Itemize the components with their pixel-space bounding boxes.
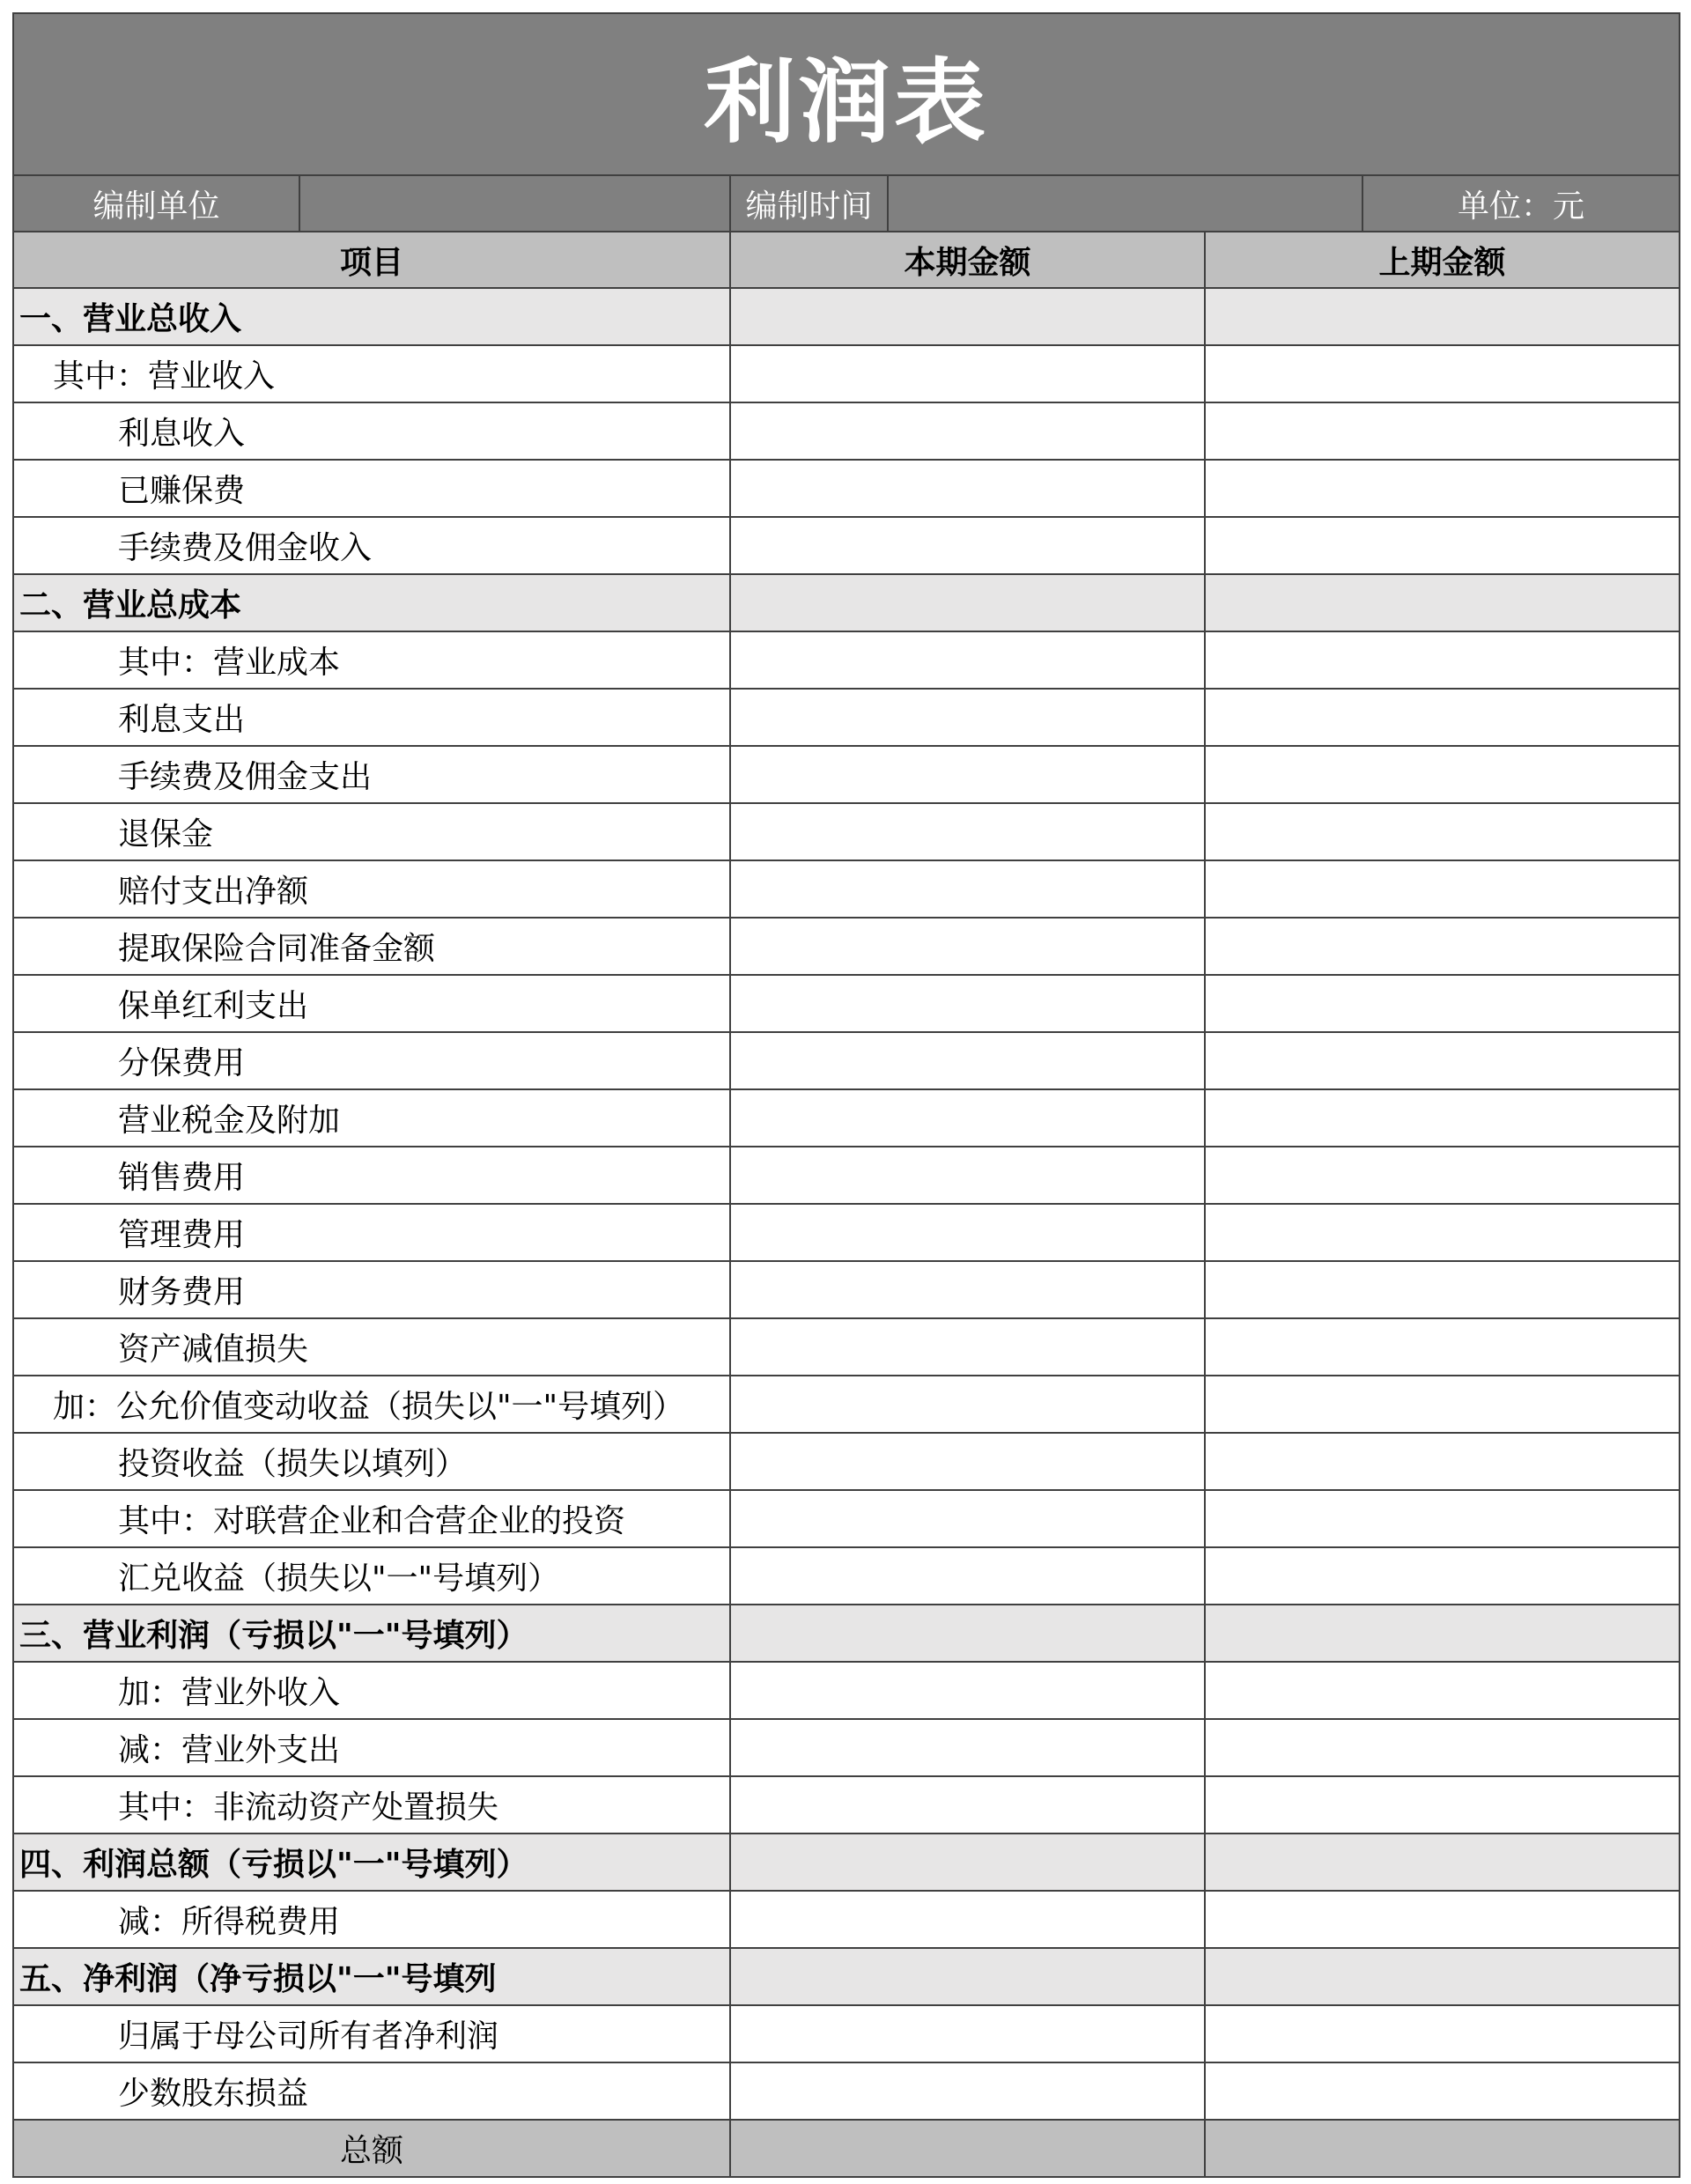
row-previous-amount-cell[interactable] — [1206, 1376, 1680, 1434]
row-item-label: 管理费用 — [14, 1205, 731, 1262]
table-row — [14, 1949, 1680, 2006]
row-current-amount-cell[interactable] — [731, 1777, 1206, 1834]
row-item-label: 营业税金及附加 — [14, 1090, 731, 1147]
row-item-label: 财务费用 — [14, 1262, 731, 1319]
table-row — [14, 1720, 1680, 1777]
table-row — [14, 1434, 1680, 1491]
table-row — [14, 289, 1680, 346]
row-current-amount-cell[interactable] — [731, 1376, 1206, 1434]
row-current-amount-cell[interactable] — [731, 1663, 1206, 1720]
row-current-amount-cell[interactable] — [731, 919, 1206, 976]
row-previous-amount-cell[interactable] — [1206, 1319, 1680, 1376]
compiler-unit-value-cell[interactable] — [300, 176, 731, 232]
row-previous-amount-cell[interactable] — [1206, 1262, 1680, 1319]
info-row — [14, 176, 1680, 232]
row-current-amount-cell[interactable] — [731, 2006, 1206, 2063]
row-current-amount-cell[interactable] — [731, 1147, 1206, 1205]
row-previous-amount-cell[interactable] — [1206, 632, 1680, 690]
table-row — [14, 2063, 1680, 2121]
row-item-label: 其中：营业成本 — [14, 632, 731, 690]
row-current-amount-cell[interactable] — [731, 518, 1206, 575]
row-current-amount-cell[interactable] — [731, 747, 1206, 804]
table-row — [14, 1892, 1680, 1949]
row-previous-amount-cell[interactable] — [1206, 346, 1680, 403]
row-current-amount-cell[interactable] — [731, 575, 1206, 632]
income-statement-sheet — [12, 12, 1680, 2178]
row-current-amount-cell[interactable] — [731, 1262, 1206, 1319]
table-row — [14, 1090, 1680, 1147]
row-item-label: 已赚保费 — [14, 461, 731, 518]
row-item-label: 一、营业总收入 — [14, 289, 731, 346]
row-item-label: 手续费及佣金支出 — [14, 747, 731, 804]
row-current-amount-cell[interactable] — [731, 1033, 1206, 1090]
row-previous-amount-cell[interactable] — [1206, 747, 1680, 804]
row-item-label: 资产减值损失 — [14, 1319, 731, 1376]
table-row — [14, 1319, 1680, 1376]
row-previous-amount-cell[interactable] — [1206, 1434, 1680, 1491]
row-previous-amount-cell[interactable] — [1206, 861, 1680, 919]
row-previous-amount-cell[interactable] — [1206, 1548, 1680, 1605]
row-item-label: 利息支出 — [14, 690, 731, 747]
row-previous-amount-cell[interactable] — [1206, 976, 1680, 1033]
row-previous-amount-cell[interactable] — [1206, 804, 1680, 861]
row-current-amount-cell[interactable] — [731, 1090, 1206, 1147]
row-current-amount-cell[interactable] — [731, 1491, 1206, 1548]
row-item-label: 加：营业外收入 — [14, 1663, 731, 1720]
row-item-label: 四、利润总额（亏损以"一"号填列） — [14, 1834, 731, 1892]
total-row — [14, 2121, 1680, 2178]
row-previous-amount-cell[interactable] — [1206, 461, 1680, 518]
row-item-label: 减：营业外支出 — [14, 1720, 731, 1777]
row-current-amount-cell[interactable] — [731, 1548, 1206, 1605]
row-current-amount-cell[interactable] — [731, 861, 1206, 919]
compile-time-label: 编制时间 — [731, 176, 889, 232]
row-previous-amount-cell[interactable] — [1206, 1720, 1680, 1777]
row-previous-amount-cell[interactable] — [1206, 1605, 1680, 1663]
row-current-amount-cell[interactable] — [731, 1720, 1206, 1777]
row-item-label: 其中：对联营企业和合营企业的投资 — [14, 1491, 731, 1548]
row-item-label: 汇兑收益（损失以"一"号填列） — [14, 1548, 731, 1605]
row-previous-amount-cell[interactable] — [1206, 1949, 1680, 2006]
table-row — [14, 632, 1680, 690]
row-current-amount-cell[interactable] — [731, 1205, 1206, 1262]
table-row — [14, 1491, 1680, 1548]
row-current-amount-cell[interactable] — [731, 1434, 1206, 1491]
total-current-cell[interactable] — [731, 2121, 1206, 2178]
table-row — [14, 1376, 1680, 1434]
row-item-label: 提取保险合同准备金额 — [14, 919, 731, 976]
total-label: 总额 — [14, 2121, 731, 2178]
row-item-label: 少数股东损益 — [14, 2063, 731, 2121]
row-previous-amount-cell[interactable] — [1206, 1777, 1680, 1834]
row-item-label: 加：公允价值变动收益（损失以"一"号填列） — [14, 1376, 731, 1434]
row-item-label: 赔付支出净额 — [14, 861, 731, 919]
row-item-label: 其中：营业收入 — [14, 346, 731, 403]
row-item-label: 二、营业总成本 — [14, 575, 731, 632]
table-row — [14, 1262, 1680, 1319]
row-item-label: 销售费用 — [14, 1147, 731, 1205]
row-previous-amount-cell[interactable] — [1206, 1663, 1680, 1720]
table-row — [14, 919, 1680, 976]
row-previous-amount-cell[interactable] — [1206, 1834, 1680, 1892]
header-item: 项目 — [14, 232, 731, 289]
row-previous-amount-cell[interactable] — [1206, 1205, 1680, 1262]
header-previous-amount: 上期金额 — [1206, 232, 1680, 289]
table-row — [14, 690, 1680, 747]
table-row — [14, 1834, 1680, 1892]
table-row — [14, 1205, 1680, 1262]
row-previous-amount-cell[interactable] — [1206, 518, 1680, 575]
row-previous-amount-cell[interactable] — [1206, 289, 1680, 346]
row-current-amount-cell[interactable] — [731, 346, 1206, 403]
compiler-unit-label: 编制单位 — [14, 176, 300, 232]
row-item-label: 退保金 — [14, 804, 731, 861]
table-row — [14, 804, 1680, 861]
row-item-label: 投资收益（损失以填列） — [14, 1434, 731, 1491]
table-row — [14, 747, 1680, 804]
row-item-label: 分保费用 — [14, 1033, 731, 1090]
row-item-label: 归属于母公司所有者净利润 — [14, 2006, 731, 2063]
row-current-amount-cell[interactable] — [731, 403, 1206, 461]
column-header-row — [14, 232, 1680, 289]
table-row — [14, 461, 1680, 518]
currency-unit-label: 单位：元 — [1363, 176, 1680, 232]
row-item-label: 手续费及佣金收入 — [14, 518, 731, 575]
table-row — [14, 518, 1680, 575]
row-current-amount-cell[interactable] — [731, 289, 1206, 346]
sheet-title: 利润表 — [14, 14, 1680, 176]
row-current-amount-cell[interactable] — [731, 1949, 1206, 2006]
row-current-amount-cell[interactable] — [731, 461, 1206, 518]
table-row — [14, 346, 1680, 403]
row-current-amount-cell[interactable] — [731, 1892, 1206, 1949]
row-current-amount-cell[interactable] — [731, 632, 1206, 690]
row-previous-amount-cell[interactable] — [1206, 1892, 1680, 1949]
row-current-amount-cell[interactable] — [731, 1319, 1206, 1376]
compile-time-value-cell[interactable] — [889, 176, 1363, 232]
table-row — [14, 2006, 1680, 2063]
row-item-label: 三、营业利润（亏损以"一"号填列） — [14, 1605, 731, 1663]
row-previous-amount-cell[interactable] — [1206, 690, 1680, 747]
table-row — [14, 575, 1680, 632]
row-current-amount-cell[interactable] — [731, 976, 1206, 1033]
row-previous-amount-cell[interactable] — [1206, 2006, 1680, 2063]
row-previous-amount-cell[interactable] — [1206, 403, 1680, 461]
row-item-label: 减：所得税费用 — [14, 1892, 731, 1949]
row-current-amount-cell[interactable] — [731, 690, 1206, 747]
row-item-label: 保单红利支出 — [14, 976, 731, 1033]
table-row — [14, 861, 1680, 919]
total-previous-cell[interactable] — [1206, 2121, 1680, 2178]
row-previous-amount-cell[interactable] — [1206, 1491, 1680, 1548]
row-previous-amount-cell[interactable] — [1206, 1033, 1680, 1090]
table-row — [14, 1663, 1680, 1720]
row-item-label: 利息收入 — [14, 403, 731, 461]
table-body — [14, 289, 1680, 2121]
row-current-amount-cell[interactable] — [731, 1605, 1206, 1663]
header-current-amount: 本期金额 — [731, 232, 1206, 289]
row-previous-amount-cell[interactable] — [1206, 575, 1680, 632]
table-row — [14, 1033, 1680, 1090]
table-row — [14, 1147, 1680, 1205]
table-row — [14, 403, 1680, 461]
row-previous-amount-cell[interactable] — [1206, 1147, 1680, 1205]
row-current-amount-cell[interactable] — [731, 804, 1206, 861]
table-row — [14, 1777, 1680, 1834]
row-previous-amount-cell[interactable] — [1206, 919, 1680, 976]
title-row — [14, 14, 1680, 176]
table-row — [14, 1605, 1680, 1663]
row-current-amount-cell[interactable] — [731, 2063, 1206, 2121]
row-previous-amount-cell[interactable] — [1206, 1090, 1680, 1147]
row-previous-amount-cell[interactable] — [1206, 2063, 1680, 2121]
row-current-amount-cell[interactable] — [731, 1834, 1206, 1892]
row-item-label: 五、净利润（净亏损以"一"号填列 — [14, 1949, 731, 2006]
table-row — [14, 976, 1680, 1033]
row-item-label: 其中：非流动资产处置损失 — [14, 1777, 731, 1834]
table-row — [14, 1548, 1680, 1605]
